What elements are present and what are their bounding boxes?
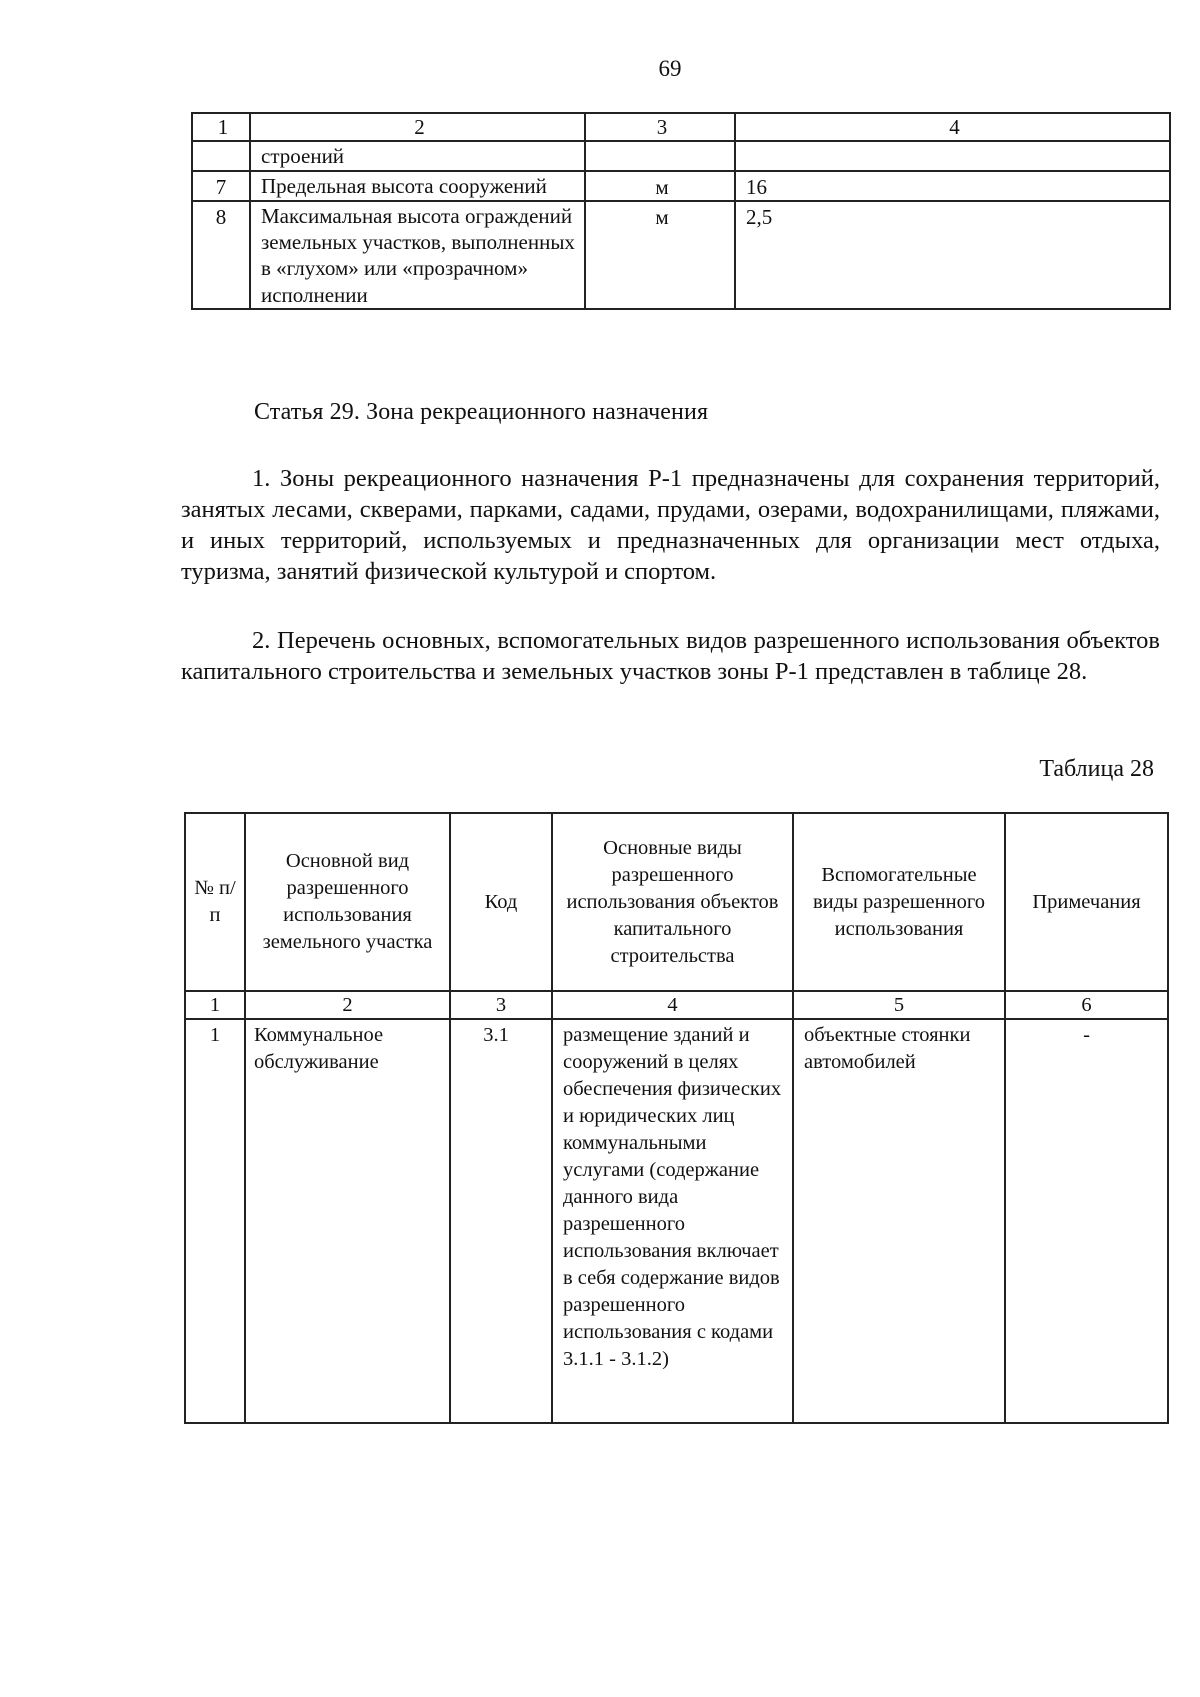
row-unit: м	[585, 171, 735, 201]
table-header-row	[192, 113, 1170, 141]
row-main-uses: размещение зданий и сооружений в целях обеспечения физических и юридических лиц коммунальными услугами (содержание данного вида разрешенного использования включает в себя содержание видов разрешенного использования с кодами 3.1.1 - 3.1.2)	[552, 1019, 793, 1423]
row-name: строений	[250, 141, 585, 170]
column-number: 1	[185, 991, 245, 1019]
column-number: 2	[245, 991, 450, 1019]
header-aux-uses: Вспомогательные виды разрешенного использования	[793, 813, 1005, 991]
column-number: 4	[552, 991, 793, 1019]
table-header-row	[185, 813, 1168, 991]
row-land-use: Коммунальное обслуживание	[245, 1019, 450, 1423]
column-numbers-row	[185, 991, 1168, 1019]
table-caption: Таблица 28	[1039, 756, 1154, 782]
column-number: 3	[450, 991, 552, 1019]
table-28	[184, 812, 1169, 1424]
column-number: 6	[1005, 991, 1168, 1019]
continuation-table	[191, 112, 1171, 310]
row-value	[735, 141, 1170, 170]
header-cell: 3	[585, 113, 735, 141]
row-value: 2,5	[735, 201, 1170, 309]
paragraph-2: 2. Перечень основных, вспомогательных видов разрешенного использования объектов капитального строительства и земельных участков зоны Р-1 представлен в таблице 28.	[181, 627, 1160, 685]
row-code: 3.1	[450, 1019, 552, 1423]
table-row	[192, 141, 1170, 170]
row-number: 7	[192, 171, 250, 201]
row-aux-uses: объектные стоянки автомобилей	[793, 1019, 1005, 1423]
row-number	[192, 141, 250, 170]
header-notes: Примечания	[1005, 813, 1168, 991]
row-unit: м	[585, 201, 735, 309]
table-row	[192, 201, 1170, 309]
header-cell: 2	[250, 113, 585, 141]
header-cell: 1	[192, 113, 250, 141]
row-name: Максимальная высота ограждений земельных участков, выполненных в «глухом» или «прозрачном» исполнении	[250, 201, 585, 309]
row-name: Предельная высота сооружений	[250, 171, 585, 201]
row-number: 8	[192, 201, 250, 309]
row-notes: -	[1005, 1019, 1168, 1423]
table-row	[185, 1019, 1168, 1423]
row-value: 16	[735, 171, 1170, 201]
header-main-uses: Основные виды разрешенного использования объектов капитального строительства	[552, 813, 793, 991]
paragraph-1: 1. Зоны рекреационного назначения Р-1 предназначены для сохранения территорий, занятых лесами, скверами, парками, садами, прудами, озерами, водохранилищами, пляжами, и иных территорий, используемых и предназначенных для организации мест отдыха, туризма, занятий физической культурой и спортом.	[181, 465, 1160, 585]
header-land-use: Основной вид разрешенного использования земельного участка	[245, 813, 450, 991]
header-number: № п/п	[185, 813, 245, 991]
row-unit	[585, 141, 735, 170]
header-cell: 4	[735, 113, 1170, 141]
header-code: Код	[450, 813, 552, 991]
row-number: 1	[185, 1019, 245, 1423]
page-number: 69	[658, 56, 682, 81]
table-row	[192, 171, 1170, 201]
column-number: 5	[793, 991, 1005, 1019]
article-title: Статья 29. Зона рекреационного назначения	[254, 399, 709, 425]
